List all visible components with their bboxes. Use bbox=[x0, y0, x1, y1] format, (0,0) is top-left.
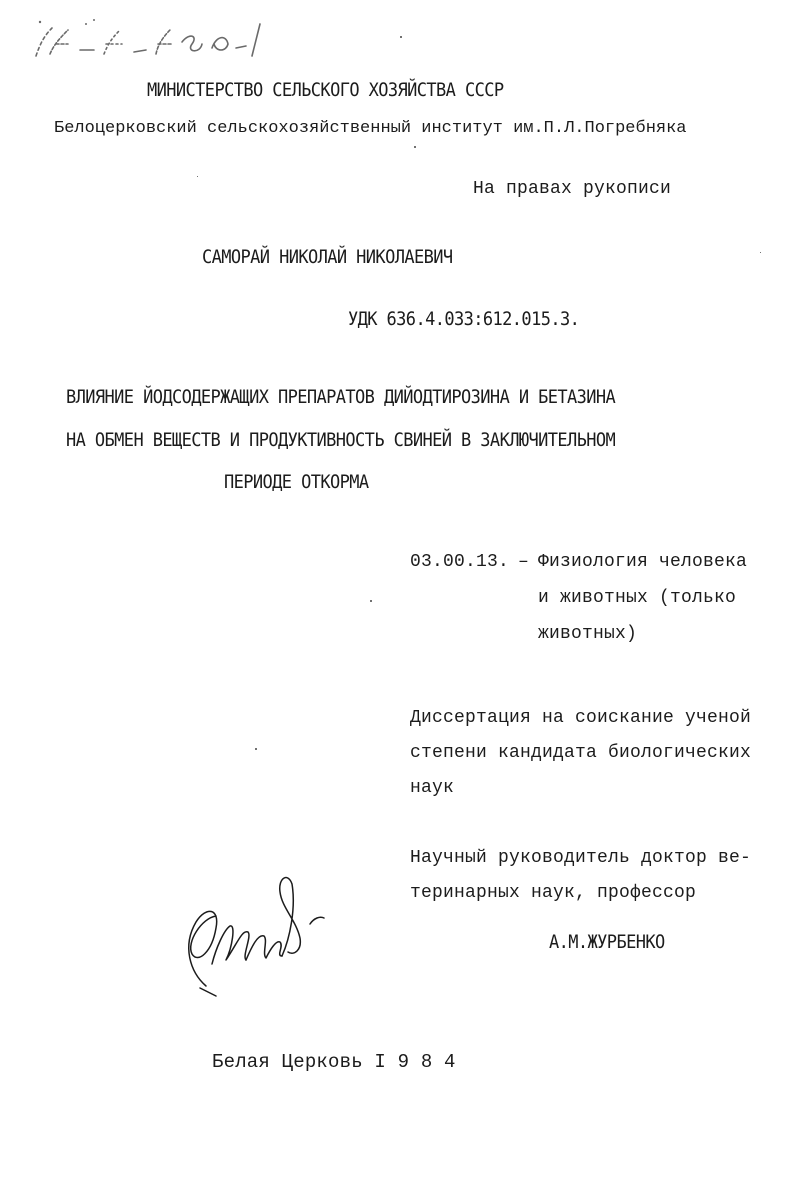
degree-line-3: наук bbox=[410, 778, 455, 798]
thesis-title-line-1: ВЛИЯНИЕ ЙОДСОДЕРЖАЩИХ ПРЕПАРАТОВ ДИЙОДТИРОЗИНА И БЕТАЗИНА bbox=[66, 386, 616, 409]
supervisor-line-1: Научный руководитель доктор ве- bbox=[410, 848, 752, 868]
scan-speck bbox=[414, 146, 416, 148]
city-and-year: Белая Церковь I 9 8 4 bbox=[212, 1051, 456, 1073]
author-signature bbox=[172, 868, 337, 998]
scan-speck bbox=[370, 600, 372, 602]
scan-speck bbox=[255, 748, 257, 750]
thesis-title-line-2: НА ОБМЕН ВЕЩЕСТВ И ПРОДУКТИВНОСТЬ СВИНЕЙ В ЗАКЛЮЧИТЕЛЬНОМ bbox=[66, 429, 616, 452]
author-name: САМОРАЙ НИКОЛАЙ НИКОЛАЕВИЧ bbox=[202, 246, 453, 269]
specialty-line-2: и животных (только bbox=[538, 588, 737, 608]
specialty-line-3: животных) bbox=[538, 624, 638, 644]
manuscript-rights-note: На правах рукописи bbox=[473, 179, 672, 199]
scan-speck bbox=[400, 36, 402, 38]
degree-line-2: степени кандидата биологических bbox=[410, 743, 752, 763]
supervisor-name: А.М.ЖУРБЕНКО bbox=[549, 931, 665, 954]
specialty-code: 03.00.13. bbox=[410, 552, 510, 572]
specialty-line-1: Физиология человека bbox=[538, 552, 748, 572]
scan-speck bbox=[197, 176, 198, 177]
ministry-heading: МИНИСТЕРСТВО СЕЛЬСКОГО ХОЗЯЙСТВА СССР bbox=[147, 79, 504, 102]
archive-handwritten-mark bbox=[22, 14, 262, 66]
thesis-title-line-3: ПЕРИОДЕ ОТКОРМА bbox=[224, 471, 369, 494]
udc-code: УДК 636.4.033:612.015.3. bbox=[348, 308, 580, 331]
scan-speck bbox=[760, 252, 761, 253]
specialty-dash: – bbox=[518, 552, 530, 572]
institute-name: Белоцерковский сельскохозяйственный институт им.П.Л.Погребняка bbox=[54, 119, 687, 138]
supervisor-line-2: теринарных наук, профессор bbox=[410, 883, 697, 903]
degree-line-1: Диссертация на соискание ученой bbox=[410, 708, 752, 728]
